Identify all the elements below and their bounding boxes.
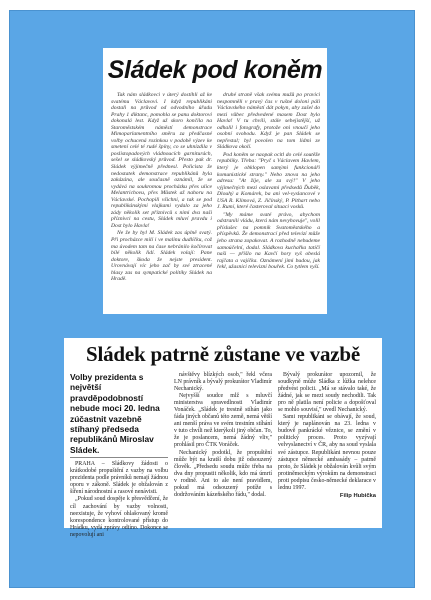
clipping-2-paragraph: návštěvy blízkých osob," řekl včera LN právník a bývalý prokurátor Vladimír Nechanický. bbox=[174, 372, 272, 393]
clipping-1-paragraph: Tak nám sládkovci v úterý dostihli až ke svatému Václavovi. I když republikáni dostali na průvod od odvodního úřadu Prahy 1 diktanc, pomohla se panu doktorovi dokonalá lest. Když už skoro končila na Staroměstském náměstí demonstrace Mimoparlamentního směru za předčasné volby ochucená rozinkou v podobě výzev ke smetení celé té rudé špíny, co se uhnízdila v poslistopadových vládnoucích garniturách, sešel se sládkovský průvod. Přesto pak dr. Sládek výjimečně přednesl. Policista že nedostatek demonstrace republikánů byla zakázána, ale současně oznámil, že se vydává na soukromou procházku přes ulice Melantrichovu, přes Můstek až nahoru na Václavské. Pochopili všichni, a tak se pod republikánskými vlajkami vydalo za jeho zády několik set příznivců s nimi dva naši příznivci na cestu, Sládek mluví pravdu i Dost bylo Havla! bbox=[111, 92, 212, 229]
clipping-2-lead-text: s největší pravděpodobností nebude moci 20. ledna zúčastnit vazebně stíhaný předseda republikánů Miroslav Sládek. bbox=[70, 372, 160, 455]
clipping-2-column-2 bbox=[174, 372, 272, 524]
clipping-1-headline: Sládek pod koněm bbox=[107, 56, 323, 84]
clipping-2-lead bbox=[70, 372, 168, 455]
clipping-2-author: Filip Hubička bbox=[339, 492, 376, 499]
clipping-2-column-1 bbox=[70, 372, 168, 538]
clipping-2-paragraph: PRAHA – Sládkovy žádosti o krátkodobé propuštění z vazby na volbu prezidenta podle právníků nemají žádnou oporu v zákoně. Sládek je obžalován z šíření národnostní a rasové nenávisti. bbox=[70, 461, 168, 496]
clipping-2-paragraph: Nejvyšší soudce mlž s mluvčí ministerstva spravedlnosti Vladimír Vonáček. „Sládek je trestně stíhán jako fáda jiných občanů této země, nemá větší ani menší práva ve svém trestním stíhání v tuto chvíli než kterýkoli jiný občan. To, že je poslancem, nemá žádný vliv," prohlásil pro ČTK Voráček. bbox=[174, 393, 272, 449]
newspaper-clipping-2 bbox=[64, 338, 382, 538]
clipping-1-paragraph: Ne že by byl M. Sládek zas úplně svatý. Při procházce milí i ve malinu dudlíčku, což ma úvodem tam na čase nebránilo kočírovat bílé několik lidí. Sládek volají: Pane doktore, škoda že nejste president. Urovnávají víc jeho zač by své ztracené hlasy zas na sympatické politiky Sládek na Hradě. bbox=[111, 230, 212, 283]
clipping-1-column-left bbox=[111, 92, 212, 308]
clipping-1-paragraph: "My máme svaté právo, abychom odstranili vládu, která nám nevyhovuje", volil příslušec na pomník Svatoměstského a příspěvků. Že demonstrací před televizí může jeho strana zopakovat. A rozhodně nebudeme samoúčelní, dodal. Sládkova kuchařka tatíčí naši — přišlo na Kavčí hory vyš obeslá rajčata a vajíčka. Oznámení jimi budou, jak řekl, užasnici televizní bouřek. Co tytlem vyší. bbox=[217, 211, 320, 271]
newspaper-clipping-1 bbox=[103, 48, 327, 314]
clipping-2-column-3 bbox=[278, 372, 376, 524]
clipping-1-paragraph: Pod koněm se naopak ocitl do celé soutěže republiky. Třeba: "Pryč s Václavem Havlem, který je obklopen samými funkcionáři komunistické strany." Nebo znova na jeho adresu: "At žije, ale za svý!" V jeho výjimečných mezi oslavami předsedů Ďuběk, Dlouhý a Komárek, ba ani vel-vyslancové v USA R. Klimová, Z. Jičínský, P. Pithart nebo J. Rumí, které časteroval situaci vosků. bbox=[217, 151, 320, 211]
clipping-1-paragraph: druhé straně však svému mužů po pravici nespomněli v pravý čas v rušné doloni páli Václavského náměstí dát pokyn, aby zašel do mezi vůbec předvedené masem Dost bylo Havla! V tu chvíli, stále sebejistější, už odhalil i fotografy, protože oni vnoučí jeho osobní svobodu. Když je pan Sládek se nepřestal; byl povolen na tom lidmi ze Sládkova okolí. bbox=[217, 92, 320, 151]
page-margin bbox=[0, 588, 431, 600]
clipping-2-paragraph: Bývalý prokurátor upozornil, že soudkyně může Sládka z lůžka nelehce předvést policii. „Má se stávalo také, že žádné, jak se mezi soudy nechodili. Tak pro ně platila není policie a dopošťoval se mohlo souvisí," uvedl Nechanický. bbox=[278, 372, 376, 414]
clipping-1-column-right bbox=[217, 92, 320, 308]
clipping-2-paragraph: Nechanický podotkl, že propuštění může být na kratší dobu již odsouzený člověk. „Předsedu soudu může třeba na dva dny propustit několik, kdo má úmrtí v rodině. Ani to ale není pravidlem, pokud má odsouzený potíže s dodržováním kázeňského řádu," dodal. bbox=[174, 449, 272, 498]
clipping-2-lead-name: Volby prezidenta bbox=[70, 372, 137, 382]
clipping-2-paragraph: „Pokud soud dospěje k přesvědčení, že cíl zachování by vazby volnosti, neexistuje, že vyhoví ohlašovaný kromě korespondence kontrolované přístup do Hrádku, vydá zprávy odiíno. Dokonce se nepovolují ani bbox=[70, 496, 168, 538]
clipping-2-headline: Sládek patrně zůstane ve vazbě bbox=[86, 342, 360, 366]
lead-divider bbox=[70, 457, 168, 458]
clipping-2-paragraph: Sami republikáni se obávají, že soud, který je naplánován na 23. ledna v budově pankrácké věznice, se změní v politický proces. Proto vyzývají velvyslanectví v ČR, aby na soud vyslala své zástupce. Republikáni nevnou pouze zástupce německé ambasády – patrně proto, že Sládek je obžalován kvůli svým protiněmeckým výrokům na demonstraci proti podpisu česko-německé deklarace v lednu 1997. bbox=[278, 414, 376, 491]
clipping-2-body bbox=[70, 372, 376, 538]
